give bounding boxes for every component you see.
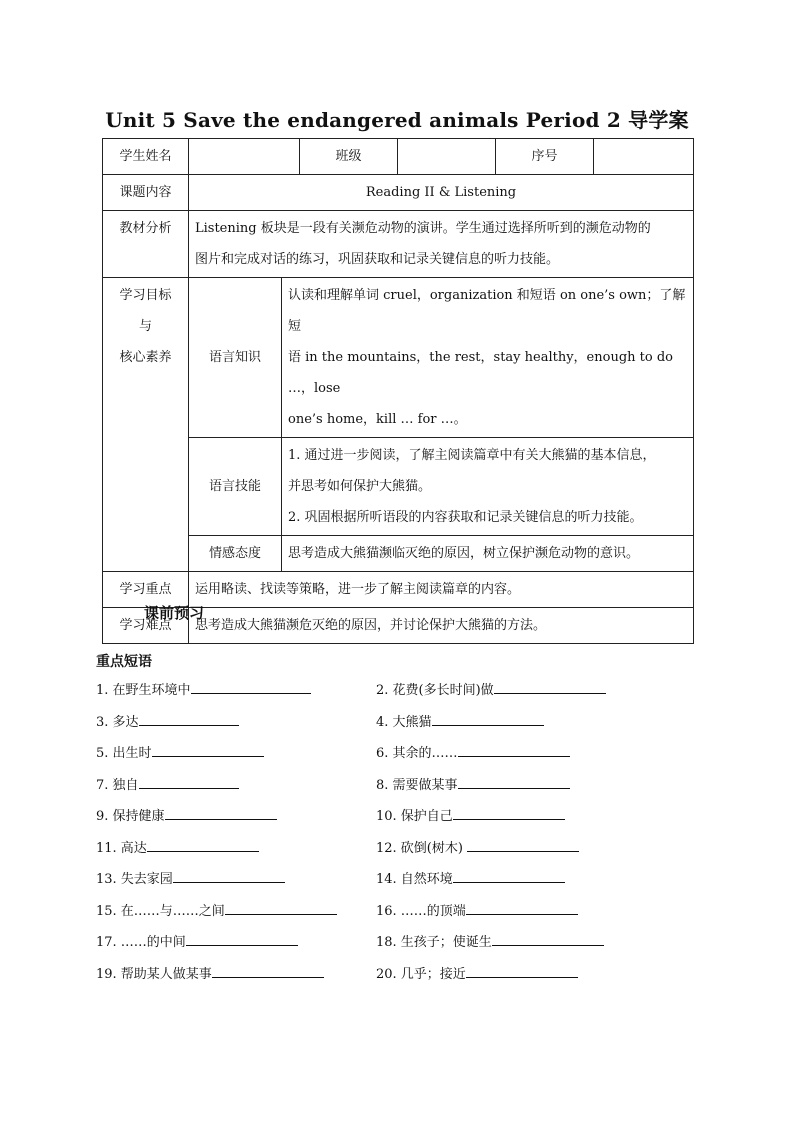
phrase-item	[96, 713, 239, 732]
lang-knowledge-label: 语言知识	[189, 278, 282, 438]
difficulty-label: 学习难点	[103, 608, 189, 644]
answer-blank[interactable]	[139, 776, 239, 789]
answer-blank[interactable]	[466, 965, 578, 978]
table-row	[103, 278, 694, 438]
phrase-item	[376, 713, 544, 732]
table-row	[103, 536, 694, 572]
answer-blank[interactable]	[492, 933, 604, 946]
topic-label: 课题内容	[103, 175, 189, 211]
key-phrases-title: 重点短语	[96, 654, 152, 670]
phrase-item	[376, 870, 565, 889]
table-row	[103, 438, 694, 536]
phrase-item	[376, 902, 578, 921]
phrase-text: 12. 砍倒(树木)	[376, 840, 468, 856]
lang-knowledge-line: 语 in the mountains，the rest，stay healthy，enough to do …，lose	[288, 350, 673, 396]
table-row	[103, 211, 694, 278]
phrase-text: 1. 在野生环境中	[96, 683, 191, 698]
lang-knowledge-line: 认读和理解单词 cruel，organization 和短语 on one’s own；了解短	[288, 288, 686, 334]
analysis-line: Listening 板块是一段有关濒危动物的演讲。学生通过选择所听到的濒危动物的	[195, 221, 651, 236]
phrase-item	[96, 681, 311, 700]
answer-blank[interactable]	[186, 933, 298, 946]
goals-label-line: 学习目标	[119, 288, 172, 303]
info-table	[102, 138, 694, 644]
phrase-item	[96, 807, 277, 826]
phrase-text: 13. 失去家园	[96, 872, 173, 887]
phrase-text: 5. 出生时	[96, 746, 152, 761]
answer-blank[interactable]	[152, 744, 264, 757]
phrase-text: 8. 需要做某事	[376, 777, 458, 793]
lang-skill-line: 1. 通过进一步阅读，了解主阅读篇章中有关大熊猫的基本信息，	[288, 448, 656, 463]
phrase-text: 11. 高达	[96, 840, 147, 856]
phrase-item	[96, 839, 259, 858]
class-label: 班级	[300, 139, 398, 175]
lang-skill-line: 并思考如何保护大熊猫。	[288, 479, 432, 494]
phrase-text: 15. 在……与……之间	[96, 903, 225, 919]
goals-label	[103, 278, 189, 572]
attitude-label: 情感态度	[189, 536, 282, 572]
phrase-text: 3. 多达	[96, 714, 139, 730]
phrase-item	[376, 807, 565, 826]
answer-blank[interactable]	[466, 902, 578, 915]
phrase-text: 16. ……的顶端	[376, 903, 466, 919]
topic-value: Reading II & Listening	[189, 175, 694, 211]
phrase-item	[376, 839, 579, 858]
phrase-item	[96, 870, 285, 889]
answer-blank[interactable]	[458, 776, 570, 789]
page-title: Unit 5 Save the endangered animals Period 2 导学案	[105, 108, 689, 132]
answer-blank[interactable]	[147, 839, 259, 852]
phrase-text: 19. 帮助某人做某事	[96, 966, 212, 982]
phrase-item	[96, 965, 324, 984]
phrase-text: 6. 其余的……	[376, 746, 458, 761]
answer-blank[interactable]	[494, 681, 606, 694]
phrase-item	[376, 776, 570, 795]
difficulty-value: 思考造成大熊猫濒危灭绝的原因，并讨论保护大熊猫的方法。	[189, 608, 694, 644]
answer-blank[interactable]	[173, 870, 285, 883]
phrase-text: 18. 生孩子；使诞生	[376, 935, 492, 950]
answer-blank[interactable]	[458, 744, 570, 757]
table-row	[103, 139, 694, 175]
class-field[interactable]	[398, 139, 496, 175]
analysis-line: 图片和完成对话的练习，巩固获取和记录关键信息的听力技能。	[195, 252, 560, 267]
seat-label: 序号	[496, 139, 594, 175]
goals-label-line: 与	[138, 319, 152, 334]
phrase-text: 9. 保持健康	[96, 809, 165, 824]
student-name-label: 学生姓名	[103, 139, 189, 175]
phrase-text: 10. 保护自己	[376, 809, 453, 824]
goals-label-line: 核心素养	[119, 350, 172, 365]
answer-blank[interactable]	[453, 870, 565, 883]
answer-blank[interactable]	[165, 807, 277, 820]
phrase-item	[96, 933, 298, 952]
lang-skill-line: 2. 巩固根据所听语段的内容获取和记录关键信息的听力技能。	[288, 510, 643, 525]
attitude-value: 思考造成大熊猫濒临灭绝的原因，树立保护濒危动物的意识。	[282, 536, 694, 572]
answer-blank[interactable]	[432, 713, 544, 726]
phrase-item	[96, 744, 264, 763]
phrase-text: 17. ……的中间	[96, 935, 186, 950]
lang-skill-label: 语言技能	[189, 438, 282, 536]
answer-blank[interactable]	[467, 839, 579, 852]
preview-section-title: 课前预习	[144, 604, 205, 622]
phrase-text: 4. 大熊猫	[376, 714, 432, 730]
table-row	[103, 175, 694, 211]
phrase-item	[376, 965, 578, 984]
phrase-item	[96, 902, 337, 921]
answer-blank[interactable]	[139, 713, 239, 726]
answer-blank[interactable]	[225, 902, 337, 915]
phrase-item	[96, 776, 239, 795]
answer-blank[interactable]	[212, 965, 324, 978]
analysis-value	[189, 211, 694, 278]
lang-knowledge-value	[282, 278, 694, 438]
phrase-item	[376, 744, 570, 763]
answer-blank[interactable]	[453, 807, 565, 820]
focus-value: 运用略读、找读等策略，进一步了解主阅读篇章的内容。	[189, 572, 694, 608]
phrase-text: 20. 几乎；接近	[376, 966, 466, 982]
lang-knowledge-line: one’s home，kill … for …。	[288, 412, 467, 427]
phrase-text: 14. 自然环境	[376, 872, 453, 887]
analysis-label: 教材分析	[103, 211, 189, 278]
phrase-item	[376, 681, 606, 700]
phrase-text: 2. 花费(多长时间)做	[376, 683, 494, 698]
focus-label: 学习重点	[103, 572, 189, 608]
phrase-item	[376, 933, 604, 952]
student-name-field[interactable]	[189, 139, 300, 175]
seat-field[interactable]	[594, 139, 694, 175]
answer-blank[interactable]	[191, 681, 311, 694]
phrase-text: 7. 独自	[96, 777, 139, 793]
lang-skill-value	[282, 438, 694, 536]
